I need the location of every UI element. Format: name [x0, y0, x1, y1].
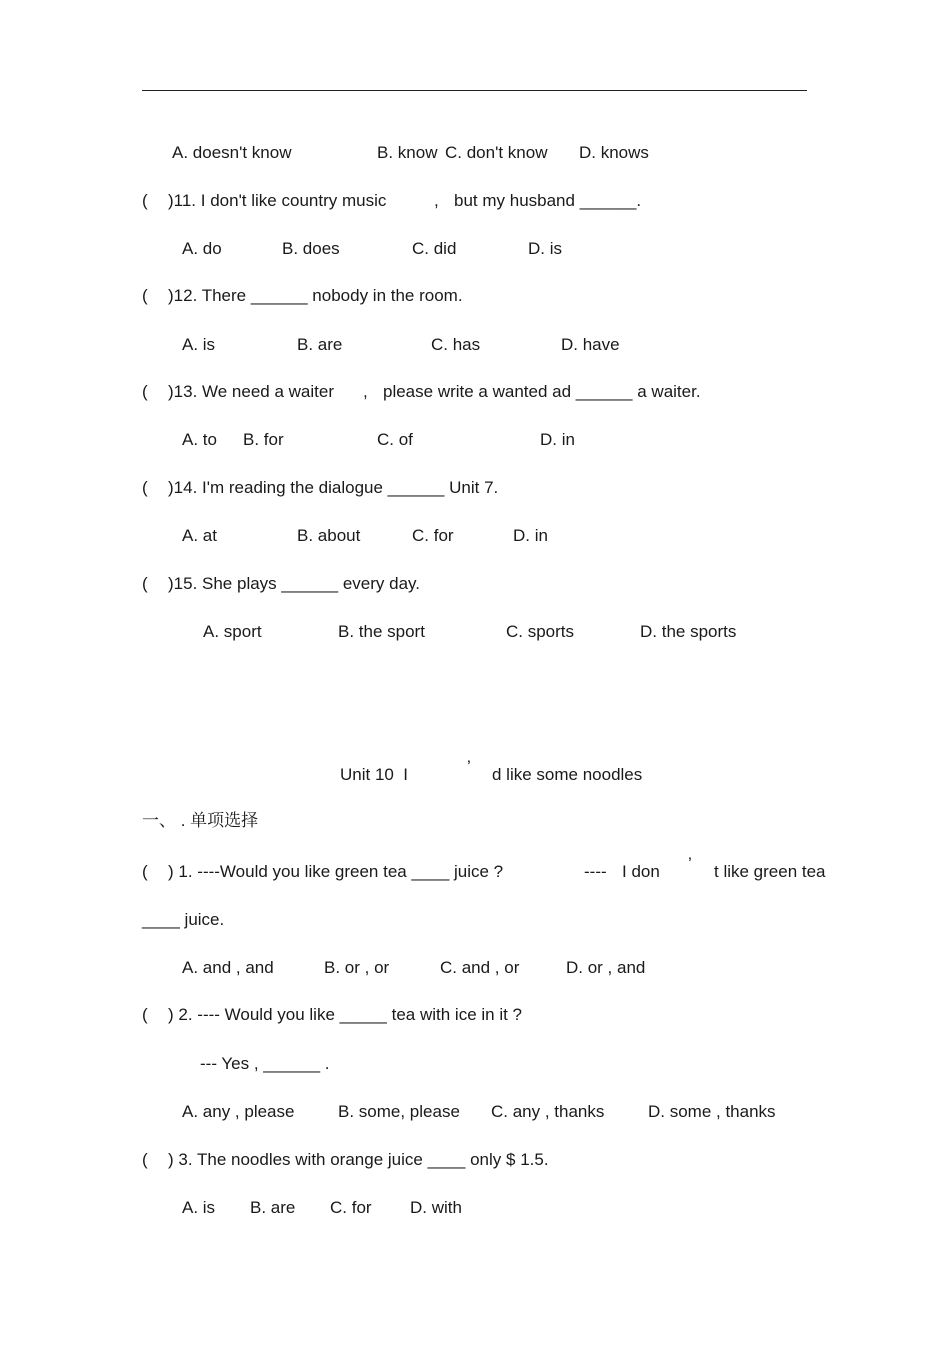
u2-option-b: B. some, please — [338, 1102, 460, 1121]
u1-option-a: A. and , and — [182, 958, 274, 977]
q12-stem: )12. There ______ nobody in the room. — [168, 286, 463, 305]
q11-option-c: C. did — [412, 239, 457, 258]
q11-option-a: A. do — [182, 239, 222, 258]
q10-option-d: D. knows — [579, 143, 649, 162]
u1-stem-b: I don — [622, 862, 660, 881]
q12-option-c: C. has — [431, 335, 481, 354]
header-rule — [142, 90, 807, 91]
u3-option-a: A. is — [182, 1198, 216, 1217]
q14-option-b: B. about — [297, 526, 361, 545]
q14-option-d: D. in — [513, 526, 548, 545]
q11-option-b: B. does — [282, 239, 340, 258]
q13-stem-b: please write a wanted ad ______ a waiter. — [383, 382, 701, 401]
u1-paren: ( — [142, 862, 148, 881]
q15-option-d: D. the sports — [640, 622, 737, 641]
q13-option-b: B. for — [243, 430, 284, 449]
unit-title-b: d like some noodles — [492, 765, 643, 784]
u2-reply: --- Yes , ______ . — [200, 1054, 330, 1073]
q13-option-d: D. in — [540, 430, 575, 449]
q11-paren: ( — [142, 191, 148, 210]
u1-option-c: C. and , or — [440, 958, 520, 977]
q13-paren: ( — [142, 382, 148, 401]
u1-option-d: D. or , and — [566, 958, 646, 977]
q14-option-a: A. at — [182, 526, 217, 545]
q10-option-b: B. know — [377, 143, 438, 162]
u2-option-c: C. any , thanks — [491, 1102, 605, 1121]
u2-paren: ( — [142, 1005, 148, 1024]
u2-option-d: D. some , thanks — [648, 1102, 776, 1121]
q12-option-a: A. is — [182, 335, 216, 354]
q15-stem: )15. She plays ______ every day. — [168, 574, 421, 593]
q11-option-d: D. is — [528, 239, 562, 258]
u1-dash: ---- — [584, 862, 607, 881]
q15-option-b: B. the sport — [338, 622, 425, 641]
q14-paren: ( — [142, 478, 148, 497]
q13-comma: , — [363, 382, 368, 401]
section-heading: 一、 . 单项选择 — [142, 811, 259, 830]
u3-option-c: C. for — [330, 1198, 372, 1217]
q13-option-c: C. of — [377, 430, 413, 449]
u2-stem: ) 2. ---- Would you like _____ tea with ice in it ? — [168, 1005, 523, 1024]
q15-option-a: A. sport — [203, 622, 262, 641]
q14-option-c: C. for — [412, 526, 454, 545]
u1-option-b: B. or , or — [324, 958, 390, 977]
q11-stem-a: )11. I don't like country music — [168, 191, 387, 210]
q11-stem-b: but my husband ______. — [454, 191, 642, 210]
q11-comma: , — [434, 191, 439, 210]
q12-paren: ( — [142, 286, 148, 305]
unit-title-apostrophe: ’ — [467, 757, 471, 776]
q13-stem-a: )13. We need a waiter — [168, 382, 334, 401]
u3-paren: ( — [142, 1150, 148, 1169]
u1-stem-a: ) 1. ----Would you like green tea ____ juice ? — [168, 862, 504, 881]
q15-option-c: C. sports — [506, 622, 575, 641]
u3-option-d: D. with — [410, 1198, 462, 1217]
u3-option-b: B. are — [250, 1198, 296, 1217]
unit-title-a: Unit 10 I — [340, 765, 409, 784]
q14-stem: )14. I'm reading the dialogue ______ Unit 7. — [168, 478, 499, 497]
q10-option-c: C. don't know — [445, 143, 548, 162]
q12-option-d: D. have — [561, 335, 620, 354]
u3-stem: ) 3. The noodles with orange juice ____ only $ 1.5. — [168, 1150, 549, 1169]
u1-stem-c: t like green tea — [714, 862, 826, 881]
q15-paren: ( — [142, 574, 148, 593]
q12-option-b: B. are — [297, 335, 343, 354]
q13-option-a: A. to — [182, 430, 217, 449]
u1-stem-d: ____ juice. — [142, 910, 225, 929]
q10-option-a: A. doesn't know — [172, 143, 292, 162]
u2-option-a: A. any , please — [182, 1102, 295, 1121]
u1-apostrophe: ’ — [688, 854, 692, 873]
